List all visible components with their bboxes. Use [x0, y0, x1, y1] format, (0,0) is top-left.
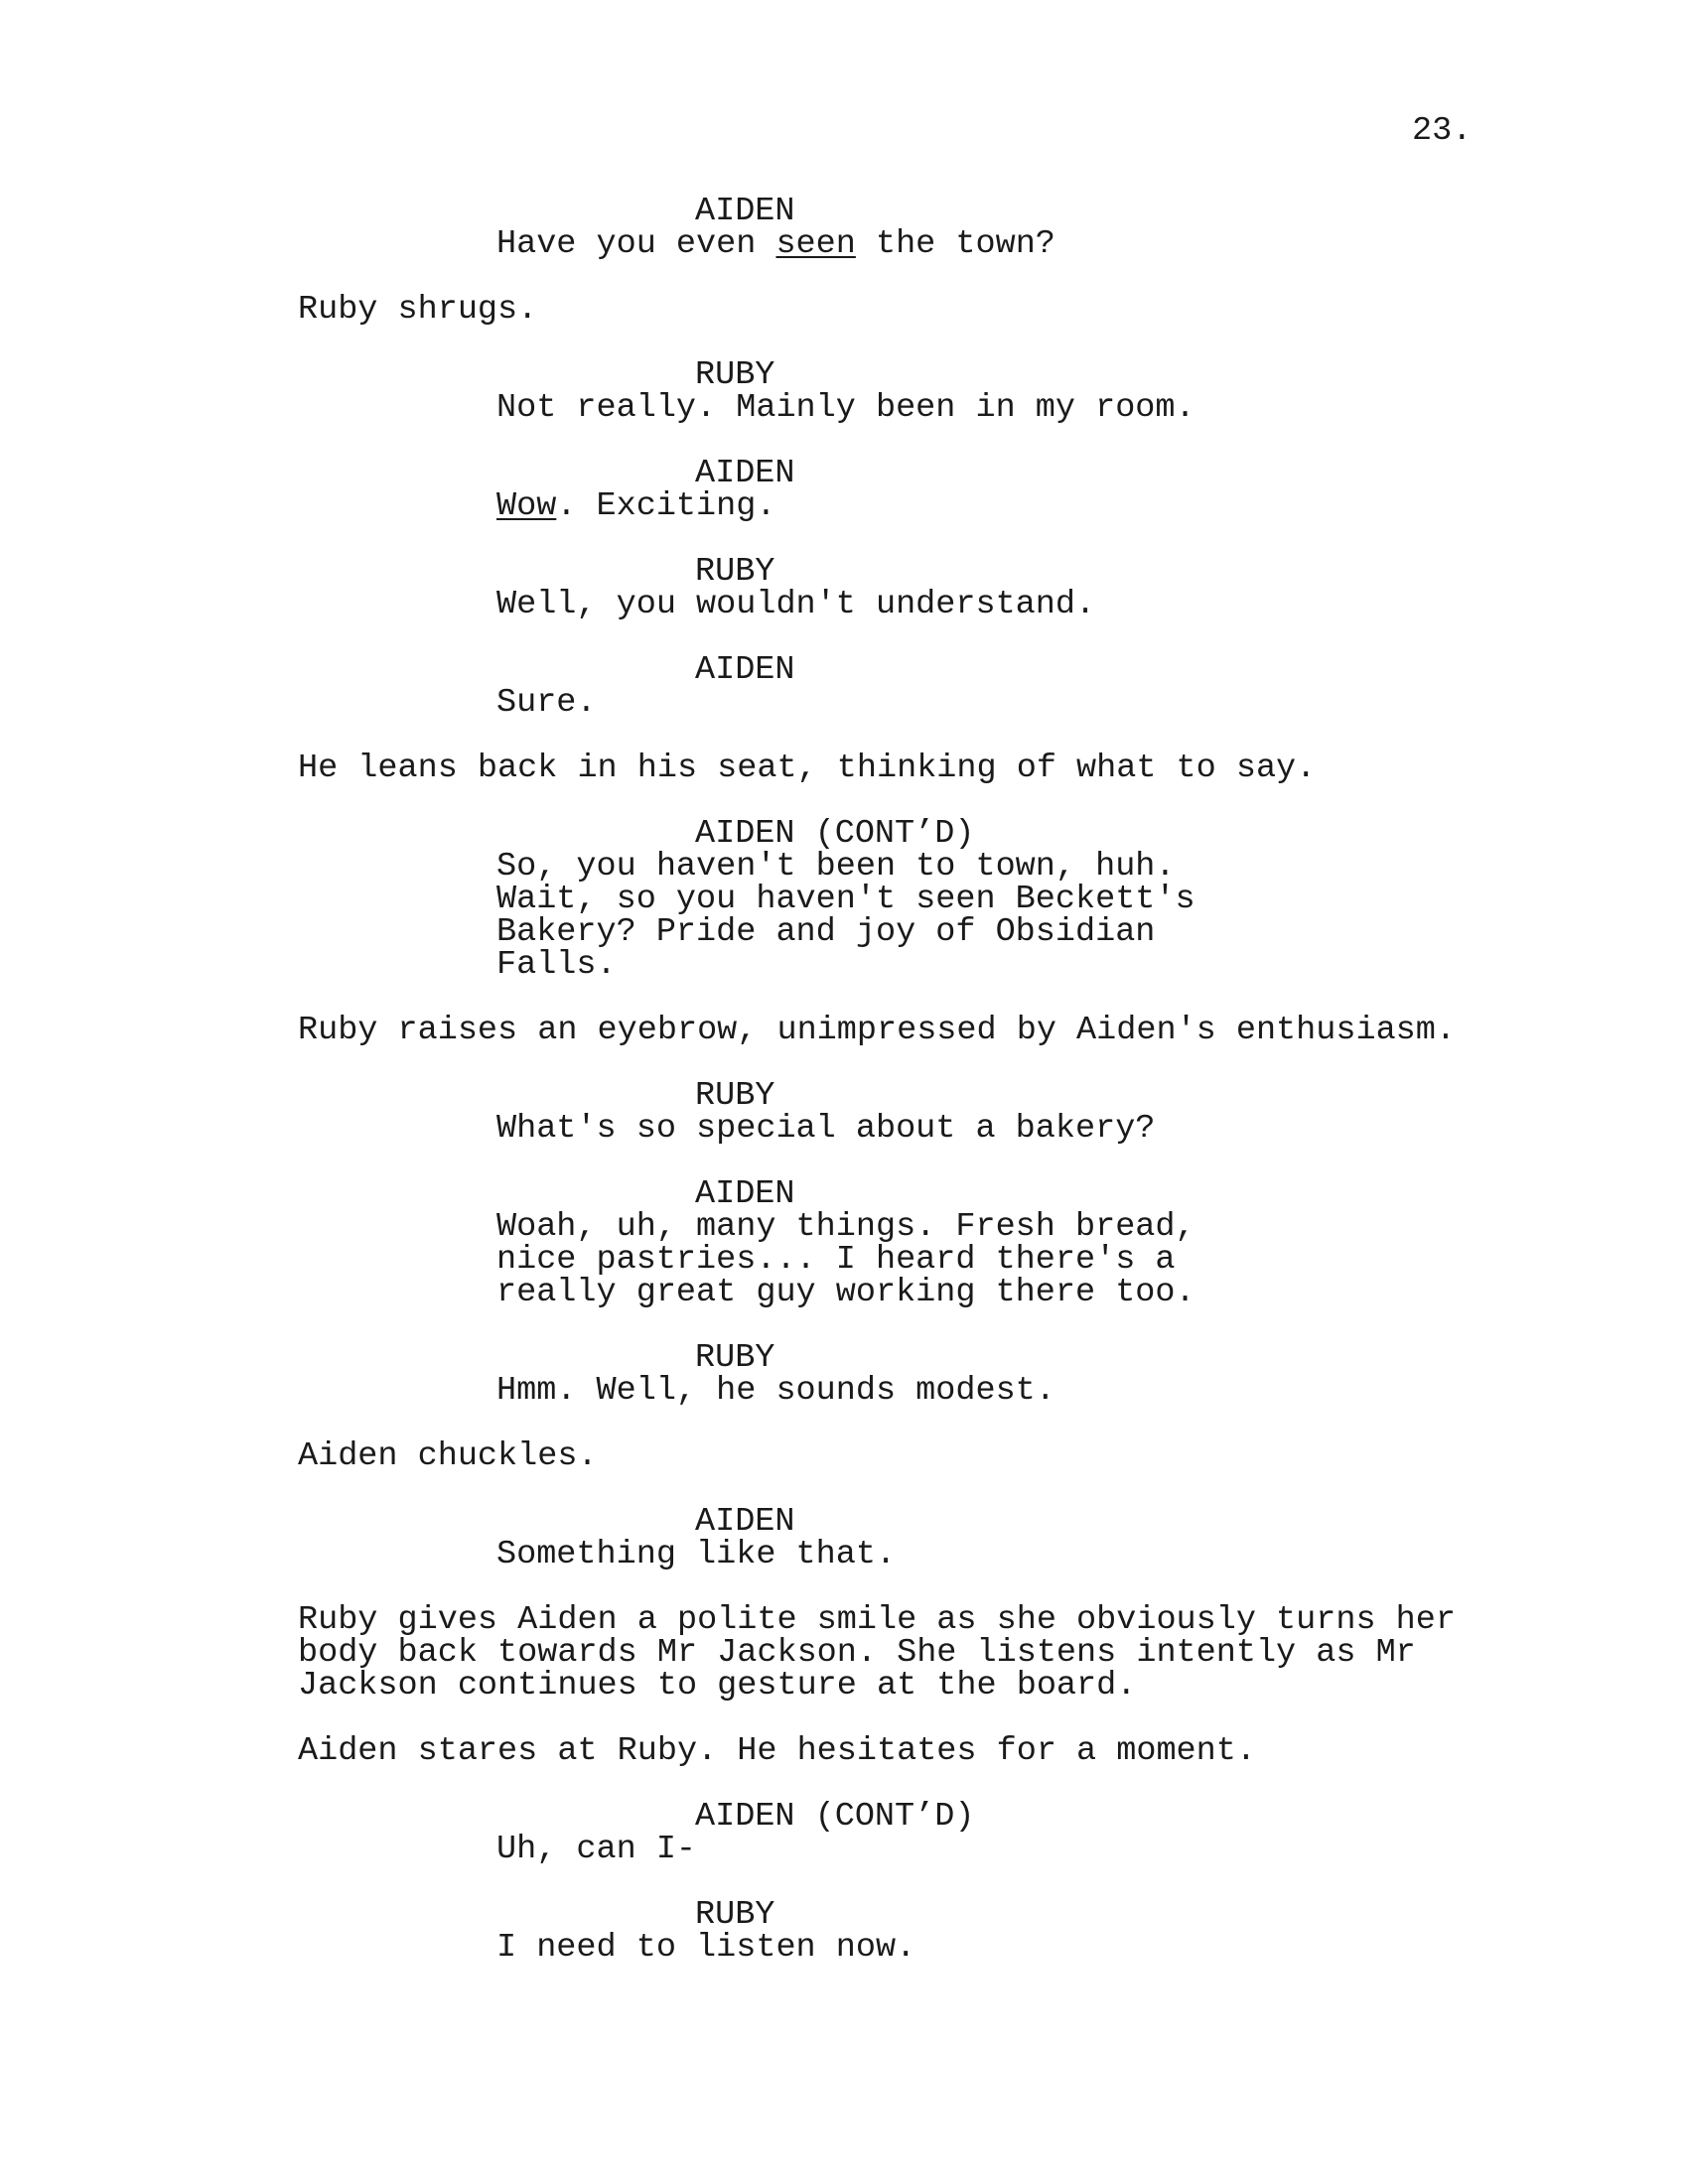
dialogue-line: I need to listen now. [496, 1929, 916, 1967]
character-cue [695, 1896, 775, 1934]
dialogue-line: nice pastries... I heard there's a [496, 1241, 1176, 1279]
emphasis-text: seen [775, 225, 856, 263]
character-cue [695, 193, 795, 230]
action-line: He leans back in his seat, thinking of what to say. [298, 750, 1317, 787]
character-cue [695, 815, 975, 853]
dialogue-block [496, 586, 1096, 623]
dialogue-line: really great guy working there too. [496, 1274, 1196, 1311]
action-line: Aiden stares at Ruby. He hesitates for a moment. [298, 1732, 1256, 1770]
action-block [298, 291, 538, 329]
action-block [298, 1437, 598, 1475]
dialogue-block [496, 1831, 697, 1868]
dialogue-line: Woah, uh, many things. Fresh bread, [496, 1208, 1196, 1246]
dialogue-line [496, 225, 1055, 263]
character-name: AIDEN (CONT’D) [695, 815, 975, 853]
dialogue-line: Uh, can I- [496, 1831, 697, 1868]
dialogue-line: What's so special about a bakery? [496, 1110, 1156, 1148]
character-cue [695, 1503, 795, 1541]
dialogue-line: Hmm. Well, he sounds modest. [496, 1372, 1055, 1410]
dialogue-line: Wait, so you haven't seen Beckett's [496, 881, 1196, 918]
dialogue-block [496, 1208, 1196, 1311]
character-name: RUBY [695, 356, 775, 394]
character-cue [695, 1339, 775, 1377]
character-name: AIDEN [695, 193, 795, 230]
action-block [298, 1732, 1256, 1770]
dialogue-line: So, you haven't been to town, huh. [496, 848, 1176, 886]
action-block [298, 752, 1316, 785]
dialogue-text: . Exciting. [556, 487, 776, 525]
dialogue-line [496, 487, 776, 525]
character-cue [695, 553, 775, 591]
character-cue [695, 1175, 795, 1213]
character-cue [695, 1077, 775, 1115]
dialogue-block [496, 1372, 1055, 1410]
character-name: RUBY [695, 1339, 775, 1377]
dialogue-block [496, 1110, 1156, 1148]
dialogue-line: Bakery? Pride and joy of Obsidian [496, 913, 1156, 951]
dialogue-line: Well, you wouldn't understand. [496, 586, 1096, 623]
dialogue-line: Falls. [496, 946, 617, 984]
action-line: Jackson continues to gesture at the board. [298, 1667, 1137, 1705]
dialogue-block [496, 1536, 897, 1573]
emphasis-text: Wow [496, 487, 557, 525]
character-cue [695, 356, 775, 394]
dialogue-block [496, 487, 776, 525]
dialogue-line: Sure. [496, 684, 597, 722]
character-name: AIDEN [695, 1175, 795, 1213]
dialogue-line: Not really. Mainly been in my room. [496, 389, 1196, 427]
dialogue-line: Something like that. [496, 1536, 897, 1573]
character-name: RUBY [695, 1896, 775, 1934]
dialogue-text: the town? [855, 225, 1055, 263]
action-block [298, 1601, 1456, 1705]
character-cue [695, 455, 795, 492]
character-name: AIDEN [695, 651, 795, 689]
action-line: Aiden chuckles. [298, 1437, 598, 1475]
character-name: RUBY [695, 553, 775, 591]
character-name: AIDEN [695, 455, 795, 492]
character-name: RUBY [695, 1077, 775, 1115]
character-cue [695, 1798, 975, 1836]
character-name: AIDEN [695, 1503, 795, 1541]
page-number: 23. [1412, 112, 1473, 150]
character-cue [695, 651, 795, 689]
action-line: Ruby shrugs. [298, 291, 538, 329]
dialogue-block [496, 684, 597, 722]
action-line: body back towards Mr Jackson. She listens intently as Mr [298, 1634, 1416, 1672]
dialogue-block [496, 225, 1055, 263]
action-line: Ruby raises an eyebrow, unimpressed by Aiden's enthusiasm. [298, 1012, 1456, 1049]
dialogue-block [496, 848, 1196, 984]
action-line: Ruby gives Aiden a polite smile as she obviously turns her [298, 1601, 1456, 1639]
dialogue-text: Have you even [496, 225, 776, 263]
dialogue-block [496, 1929, 916, 1967]
action-block [298, 1012, 1456, 1049]
character-name: AIDEN (CONT’D) [695, 1798, 975, 1836]
dialogue-block [496, 389, 1196, 427]
